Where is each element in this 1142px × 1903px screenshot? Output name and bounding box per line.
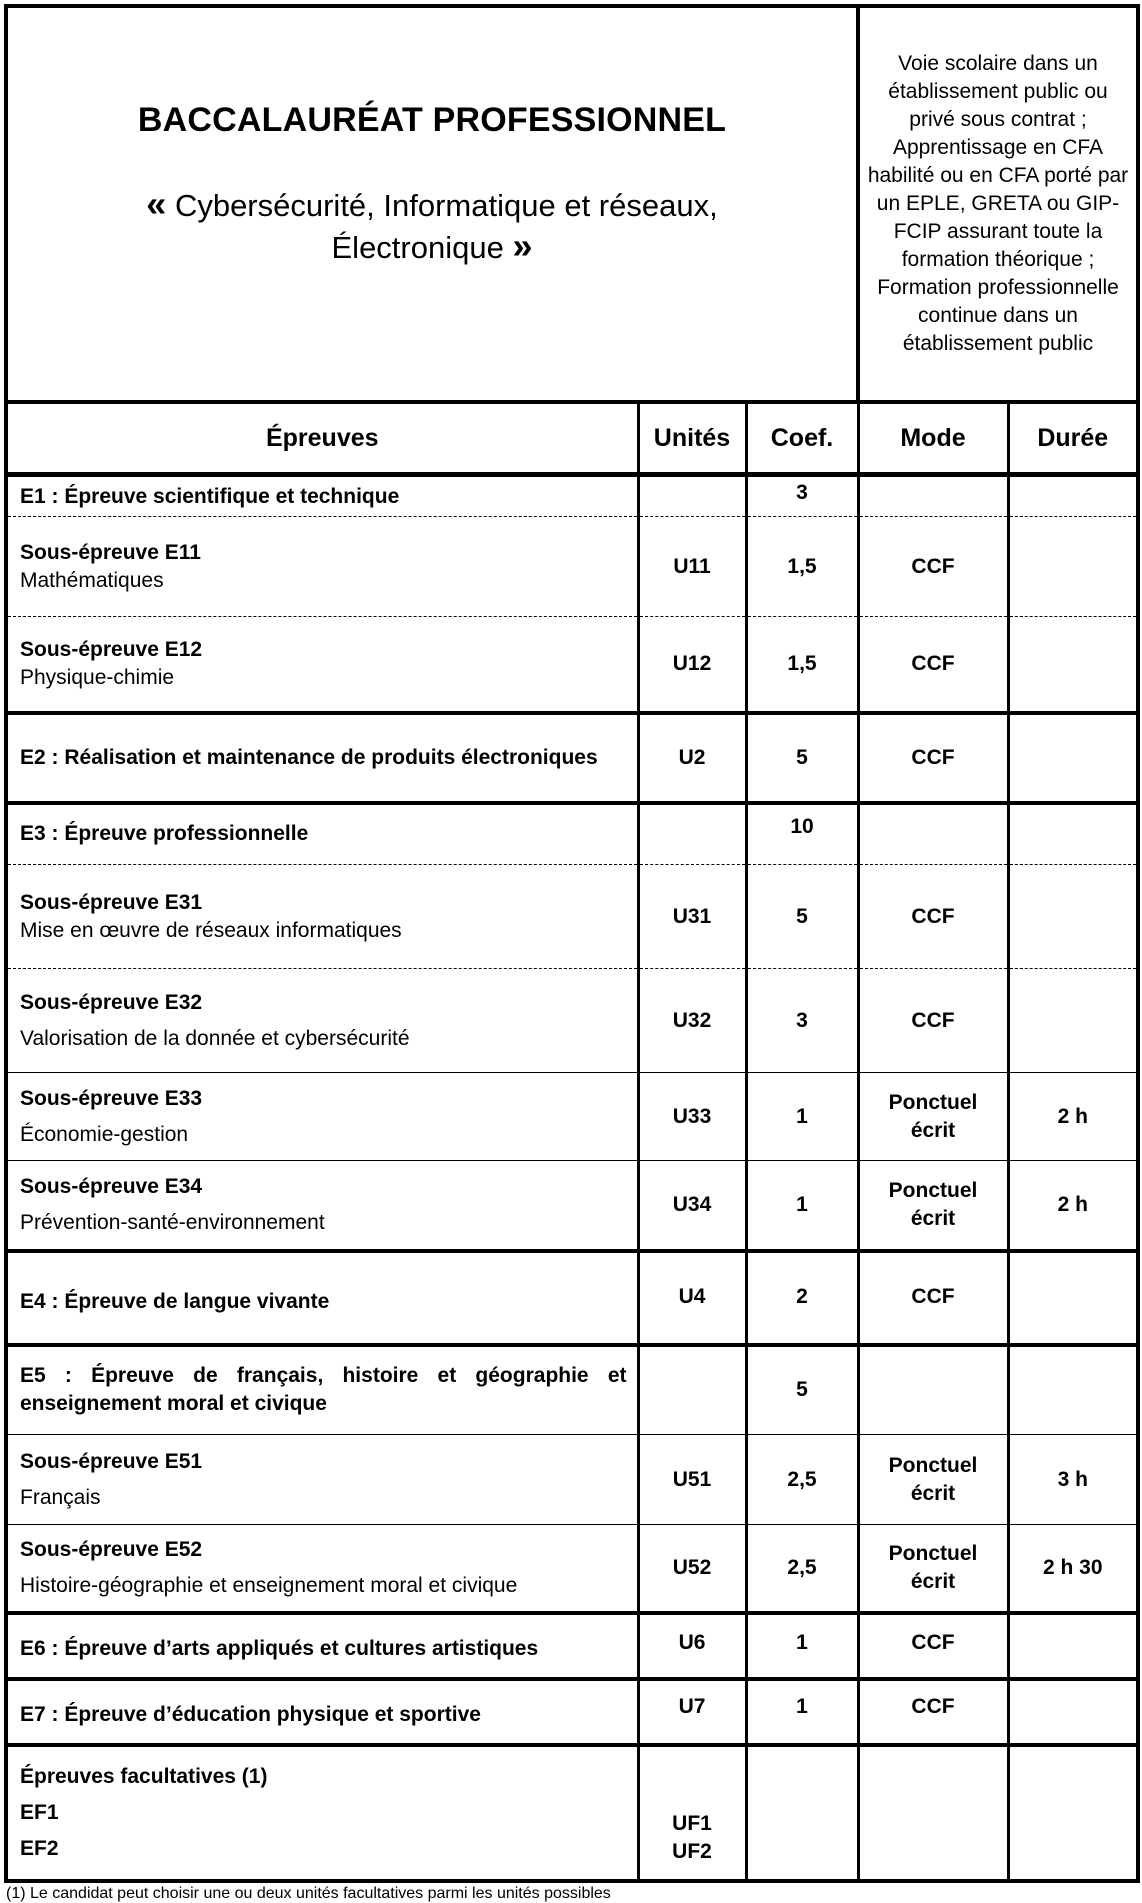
duree-cell: [1008, 475, 1138, 517]
unit-cell: [638, 1345, 746, 1435]
coef-cell: 5: [746, 713, 858, 803]
unit-cell: [638, 1745, 746, 1881]
mode-line-1: Ponctuel: [888, 1178, 978, 1202]
duree-cell: [1008, 617, 1138, 713]
epreuve-title: Sous-épreuve E31: [20, 890, 203, 914]
mode-cell: CCF: [858, 713, 1008, 803]
duree-cell: [1008, 1679, 1138, 1745]
epreuve-title: Sous-épreuve E32: [20, 990, 203, 1014]
table-row-e1: [6, 475, 1138, 517]
unit-cell: U4: [638, 1251, 746, 1345]
epreuve-cell: [6, 1435, 638, 1525]
table-row-e34: [6, 1161, 1138, 1251]
duree-cell: [1008, 517, 1138, 617]
col-unites: Unités: [638, 404, 746, 475]
col-duree: Durée: [1008, 404, 1138, 475]
mode-line-2: écrit: [910, 1481, 956, 1505]
coef-cell: 2: [746, 1251, 858, 1345]
mode-cell: [858, 1745, 1008, 1881]
coef-cell: 5: [746, 865, 858, 969]
mode-cell: CCF: [858, 617, 1008, 713]
epreuve-desc: Prévention-santé-environnement: [20, 1210, 325, 1234]
header-block: [4, 4, 1140, 404]
unit-cell: U31: [638, 865, 746, 969]
duree-cell: [1008, 803, 1138, 865]
coef-cell: 1: [746, 1073, 858, 1161]
coef-cell: 2,5: [746, 1435, 858, 1525]
coef-cell: 1: [746, 1613, 858, 1679]
mode-cell: [858, 1435, 1008, 1525]
table-row-e6: [6, 1613, 1138, 1679]
voie-text: Voie scolaire dans un établissement public ou privé sous contrat ; Apprentissage en CFA habilité ou en CFA porté par un EPLE, GRETA ou GIP-FCIP assurant toute la formation théorique ; Formation professionnelle continue dans un établissement public: [867, 52, 1129, 355]
unit-cell: U12: [638, 617, 746, 713]
subtitle-line-2: Électronique: [331, 229, 504, 265]
epreuve-title: E6 : Épreuve d’arts appliqués et cultures artistiques: [6, 1613, 638, 1679]
epreuve-cell: [6, 1161, 638, 1251]
table-row-e3: [6, 803, 1138, 865]
table-row-e33: [6, 1073, 1138, 1161]
mode-cell: [858, 1525, 1008, 1613]
unit-cell: U33: [638, 1073, 746, 1161]
exam-table-document: [4, 4, 1136, 1903]
unit-cell: U6: [638, 1613, 746, 1679]
mode-cell: [858, 1161, 1008, 1251]
duree-cell: [1008, 1613, 1138, 1679]
epreuve-cell: [6, 865, 638, 969]
coef-cell: 1: [746, 1161, 858, 1251]
page-title: BACCALAURÉAT PROFESSIONNEL: [137, 100, 727, 139]
epreuve-title: E3 : Épreuve professionnelle: [6, 803, 638, 865]
mode-cell: [858, 1345, 1008, 1435]
duree-cell: [1008, 1745, 1138, 1881]
duree-cell: [1008, 1345, 1138, 1435]
epreuve-desc: Français: [20, 1485, 101, 1509]
epreuve-title: E2 : Réalisation et maintenance de produits électroniques: [6, 713, 638, 803]
unit-cell: U34: [638, 1161, 746, 1251]
column-header-row: [6, 404, 1138, 475]
table-row-e31: [6, 865, 1138, 969]
epreuve-cell: [6, 1745, 638, 1881]
duree-cell: 2 h: [1008, 1161, 1138, 1251]
epreuve-title: Sous-épreuve E11: [20, 540, 201, 564]
unit-cell: U2: [638, 713, 746, 803]
coef-cell: 1,5: [746, 517, 858, 617]
mode-line-1: Ponctuel: [888, 1090, 978, 1114]
epreuve-desc: Mathématiques: [20, 568, 164, 592]
ef1-label: EF1: [20, 1800, 59, 1824]
epreuve-title: E4 : Épreuve de langue vivante: [6, 1251, 638, 1345]
mode-cell: CCF: [858, 1679, 1008, 1745]
duree-cell: [1008, 713, 1138, 803]
epreuve-cell: [6, 1073, 638, 1161]
mode-line-1: Ponctuel: [888, 1541, 978, 1565]
ef2-label: EF2: [20, 1836, 59, 1860]
unit-cell: U51: [638, 1435, 746, 1525]
col-epreuves: Épreuves: [6, 404, 638, 475]
epreuve-cell: [6, 969, 638, 1073]
table-row-e51: [6, 1435, 1138, 1525]
unit-cell: U52: [638, 1525, 746, 1613]
mode-line-2: écrit: [910, 1206, 956, 1230]
table-row-e11: [6, 517, 1138, 617]
unit-cell: U11: [638, 517, 746, 617]
table-row-e12: [6, 617, 1138, 713]
epreuve-title: Sous-épreuve E12: [20, 637, 203, 661]
unit-cell: [638, 475, 746, 517]
duree-cell: [1008, 1251, 1138, 1345]
epreuve-cell: [6, 617, 638, 713]
mode-cell: [858, 475, 1008, 517]
coef-cell: [746, 1745, 858, 1881]
uf1-label: UF1: [672, 1811, 712, 1835]
epreuve-cell: [6, 517, 638, 617]
epreuve-title: E5 : Épreuve de français, histoire et géographie et enseignement moral et civique: [6, 1345, 638, 1435]
table-row-e7: [6, 1679, 1138, 1745]
unit-cell: U7: [638, 1679, 746, 1745]
duree-cell: 2 h: [1008, 1073, 1138, 1161]
duree-cell: 2 h 30: [1008, 1525, 1138, 1613]
table-row-e2: [6, 713, 1138, 803]
unit-cell: [638, 803, 746, 865]
duree-cell: [1008, 969, 1138, 1073]
table-row-e5: [6, 1345, 1138, 1435]
mode-cell: CCF: [858, 969, 1008, 1073]
table-row-e4: [6, 1251, 1138, 1345]
mode-cell: [858, 1073, 1008, 1161]
voie-cell: [858, 6, 1138, 402]
coef-cell: 1,5: [746, 617, 858, 713]
coef-cell: 3: [746, 475, 858, 517]
mode-cell: CCF: [858, 865, 1008, 969]
mode-cell: CCF: [858, 1251, 1008, 1345]
page-subtitle: [8, 184, 856, 268]
duree-cell: 3 h: [1008, 1435, 1138, 1525]
col-mode: Mode: [858, 404, 1008, 475]
mode-cell: CCF: [858, 1613, 1008, 1679]
table-row-e32: [6, 969, 1138, 1073]
unit-cell: U32: [638, 969, 746, 1073]
mode-line-2: écrit: [910, 1118, 956, 1142]
subtitle-line-1: Cybersécurité, Informatique et réseaux,: [174, 187, 718, 223]
duree-cell: [1008, 865, 1138, 969]
uf2-label: UF2: [672, 1839, 712, 1863]
quote-close: »: [512, 224, 533, 266]
quote-open: «: [146, 182, 167, 224]
epreuve-title: E7 : Épreuve d’éducation physique et sportive: [6, 1679, 638, 1745]
mode-cell: CCF: [858, 517, 1008, 617]
epreuve-title: Sous-épreuve E33: [20, 1086, 203, 1110]
footnote: (1) Le candidat peut choisir une ou deux unités facultatives parmi les unités possibles: [6, 1884, 611, 1902]
table-row-e52: [6, 1525, 1138, 1613]
title-cell: [6, 6, 858, 402]
epreuve-title: Sous-épreuve E34: [20, 1174, 203, 1198]
epreuve-title: Sous-épreuve E52: [20, 1537, 203, 1561]
coef-cell: 1: [746, 1679, 858, 1745]
exam-grid: [4, 404, 1140, 1883]
coef-cell: 5: [746, 1345, 858, 1435]
epreuve-cell: [6, 1525, 638, 1613]
mode-line-2: écrit: [910, 1569, 956, 1593]
epreuve-title: E1 : Épreuve scientifique et technique: [6, 475, 638, 517]
epreuve-desc: Valorisation de la donnée et cybersécurité: [20, 1026, 410, 1050]
epreuve-title: Sous-épreuve E51: [20, 1449, 203, 1473]
epreuve-desc: Physique-chimie: [20, 665, 175, 689]
coef-cell: 2,5: [746, 1525, 858, 1613]
coef-cell: 10: [746, 803, 858, 865]
epreuve-desc: Mise en œuvre de réseaux informatiques: [20, 918, 402, 942]
table-row-facultatives: [6, 1745, 1138, 1881]
epreuve-desc: Économie-gestion: [20, 1122, 189, 1146]
coef-cell: 3: [746, 969, 858, 1073]
mode-cell: [858, 803, 1008, 865]
epreuve-desc: Histoire-géographie et enseignement moral et civique: [20, 1573, 518, 1597]
mode-line-1: Ponctuel: [888, 1453, 978, 1477]
epreuve-title: Épreuves facultatives (1): [20, 1764, 268, 1788]
col-coef: Coef.: [746, 404, 858, 475]
